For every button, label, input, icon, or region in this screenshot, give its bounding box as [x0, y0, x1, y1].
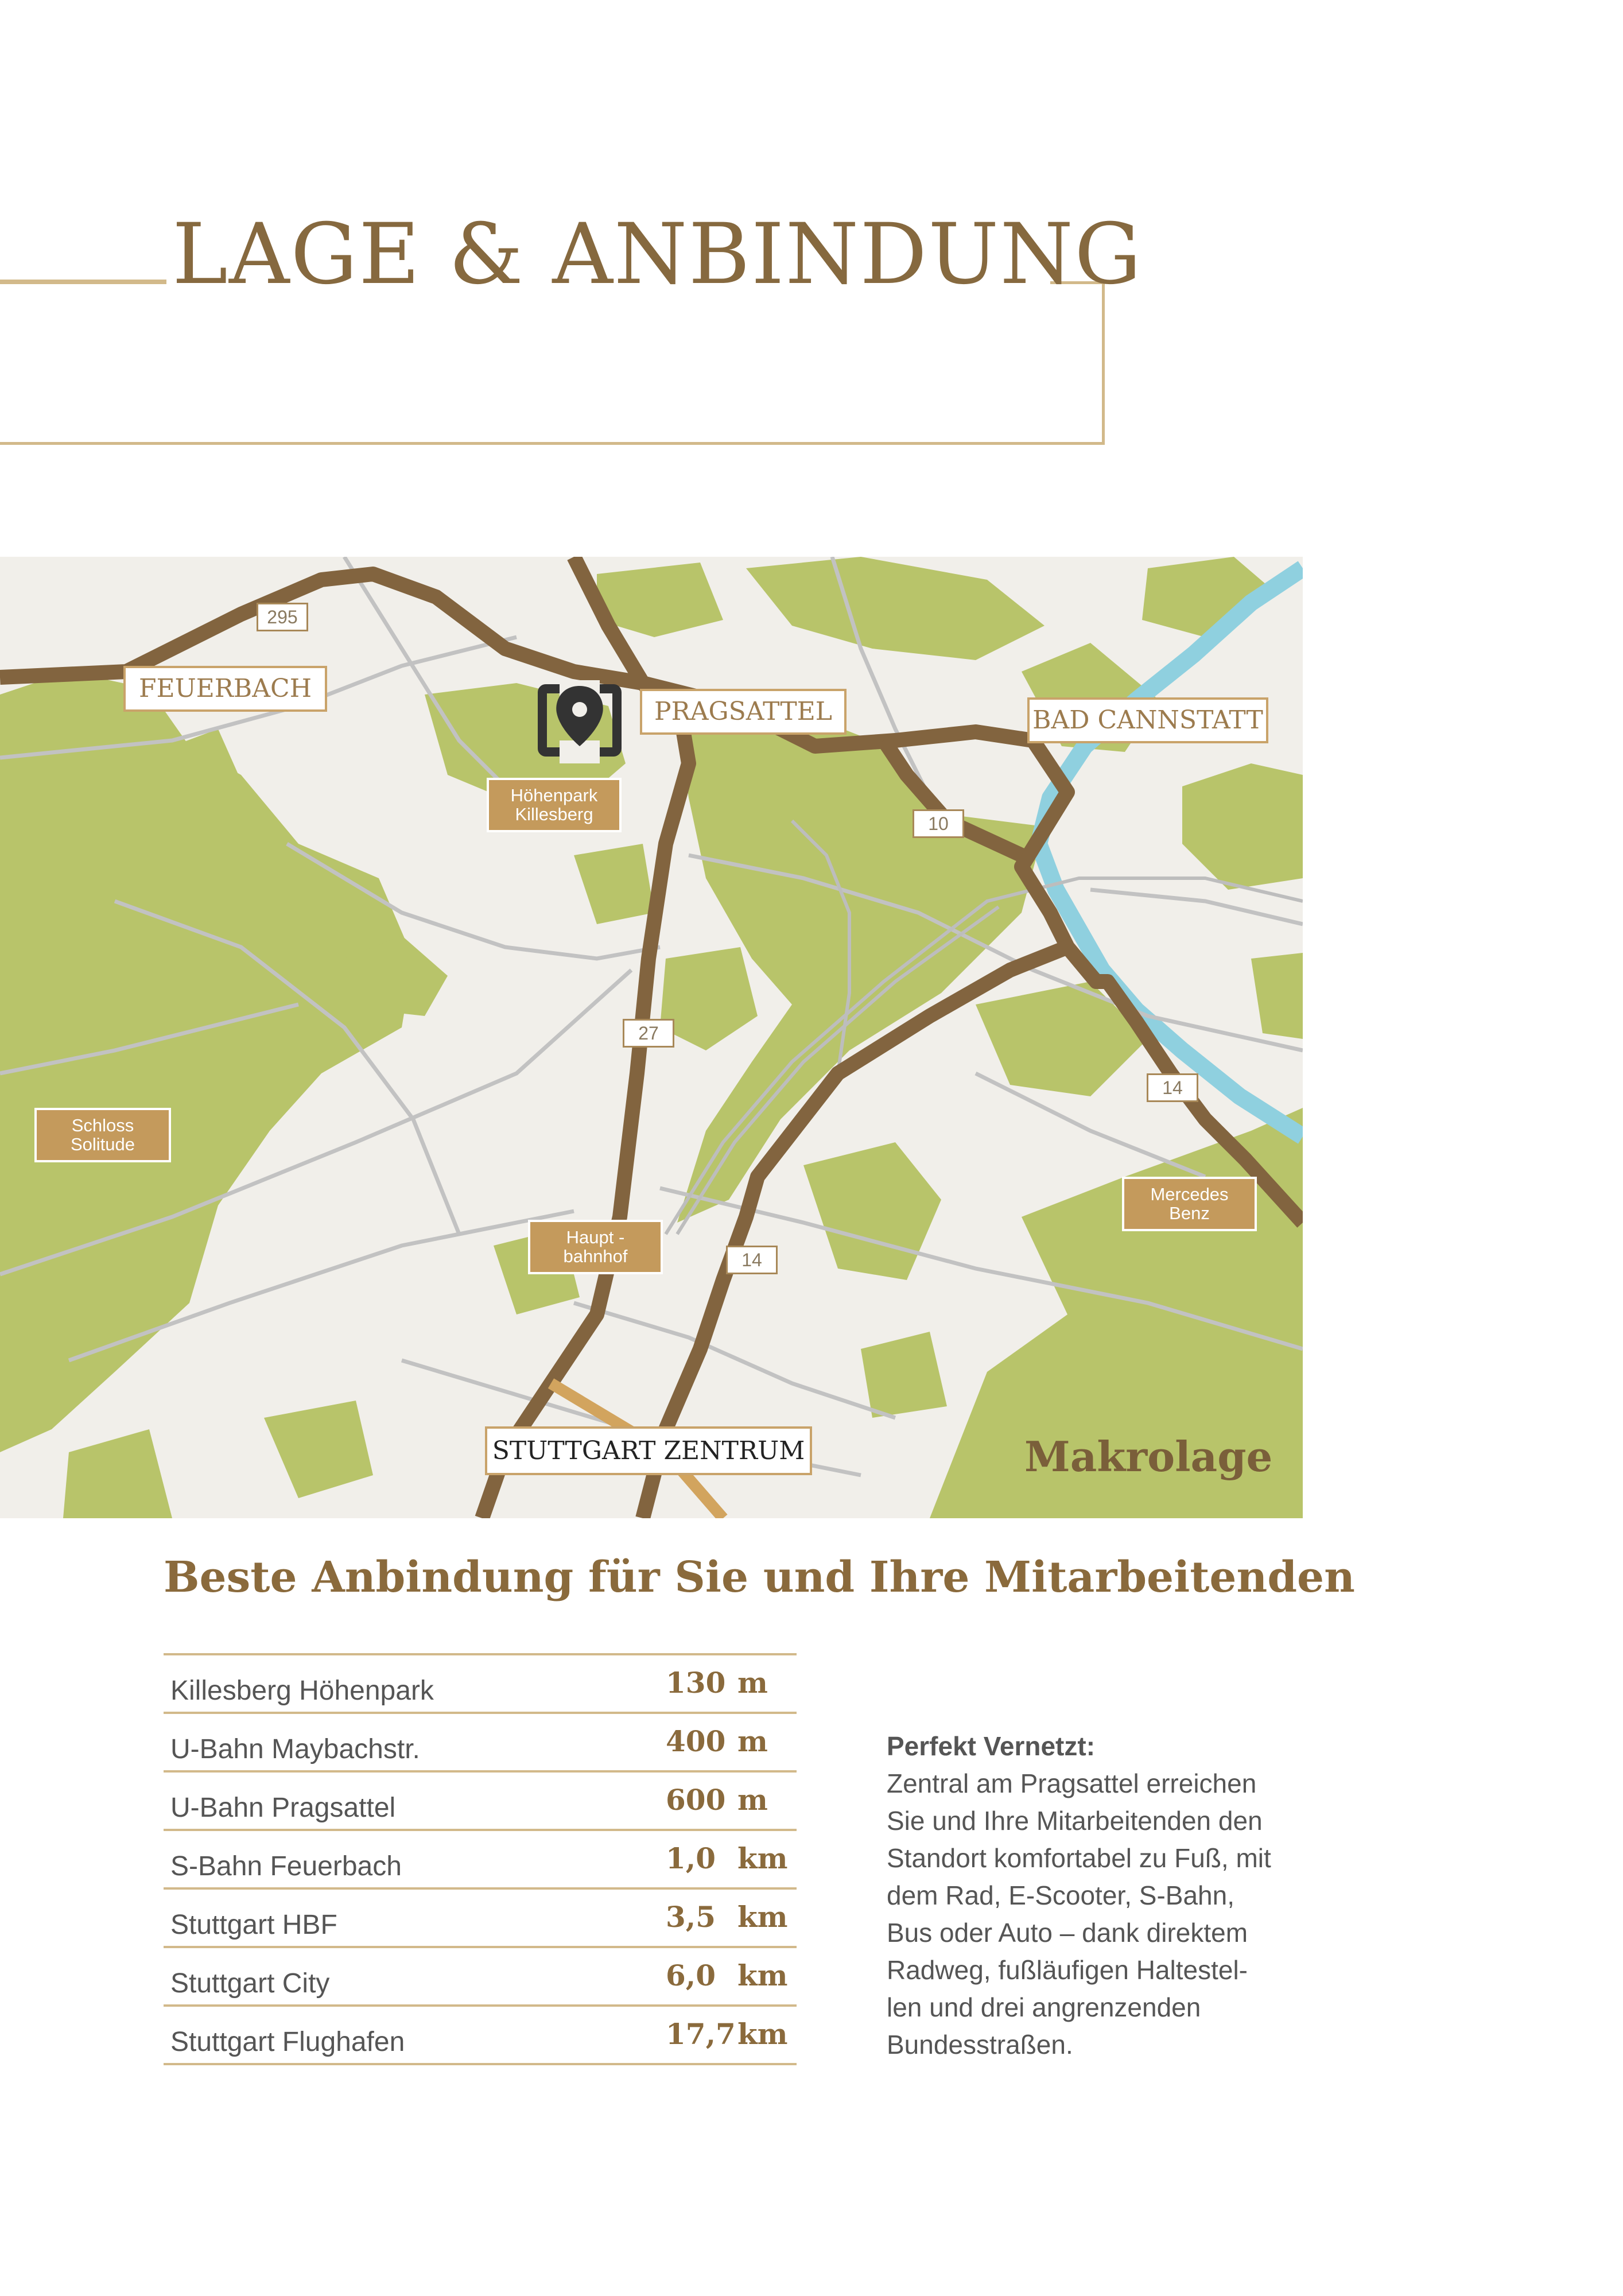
table-row: [164, 1714, 797, 1773]
connectivity-line: Bundesstraßen.: [887, 2030, 1073, 2060]
connectivity-line: dem Rad, E-Scooter, S-Bahn,: [887, 1880, 1234, 1910]
distance-unit: m: [737, 1666, 768, 1700]
distance-place: Killesberg Höhenpark: [170, 1676, 434, 1706]
poi-hoehenpark[interactable]: Höhenpark Killesberg: [487, 778, 622, 832]
place-label-feuerbach[interactable]: FEUERBACH: [123, 666, 327, 712]
place-label-bad-cannstatt[interactable]: BAD CANNSTATT: [1027, 697, 1268, 743]
road-number-14: 14: [1147, 1073, 1198, 1102]
road-number-27: 27: [623, 1019, 674, 1048]
title-rule: [0, 280, 166, 282]
distance-unit: km: [737, 1958, 788, 1992]
distance-unit: m: [737, 1783, 768, 1817]
connectivity-line: len und drei angrenzenden: [887, 1992, 1201, 2022]
poi-hauptbahnhof[interactable]: Haupt - bahnhof: [528, 1220, 663, 1274]
table-row: [164, 1831, 797, 1890]
distance-place: Stuttgart HBF: [170, 1910, 337, 1940]
distance-unit: km: [737, 1900, 788, 1934]
distance-unit: km: [737, 1841, 788, 1875]
connectivity-line: Zentral am Pragsattel erreichen: [887, 1768, 1257, 1798]
road-number-295: 295: [257, 603, 308, 631]
table-row: [164, 1890, 797, 1948]
table-row: [164, 1948, 797, 2007]
distance-value: 17,7: [666, 2017, 736, 2051]
section-headline: Beste Anbindung für Sie und Ihre Mitarbeitenden: [164, 1553, 1355, 1602]
distance-place: U-Bahn Pragsattel: [170, 1793, 396, 1823]
poi-mercedes-benz[interactable]: Mercedes Benz: [1122, 1177, 1257, 1231]
place-label-pragsattel[interactable]: PRAGSATTEL: [640, 689, 847, 735]
table-row: [164, 2007, 797, 2065]
connectivity-heading: Perfekt Vernetzt:: [887, 1731, 1096, 1761]
connectivity-line: Standort komfortabel zu Fuß, mit: [887, 1843, 1271, 1873]
distance-unit: m: [737, 1724, 768, 1758]
table-row: [164, 1655, 797, 1714]
distance-place: U-Bahn Maybachstr.: [170, 1734, 420, 1764]
distance-unit: km: [737, 2017, 788, 2051]
place-label-stuttgart-zentrum[interactable]: STUTTGART ZENTRUM: [485, 1426, 812, 1475]
distance-table: [164, 1653, 797, 2065]
distance-place: Stuttgart City: [170, 1968, 330, 1999]
connectivity-line: Sie und Ihre Mitarbeitenden den: [887, 1806, 1263, 1836]
distance-value: 400: [666, 1724, 726, 1758]
distance-value: 600: [666, 1783, 726, 1817]
road-number-10: 10: [913, 809, 964, 838]
distance-value: 1,0: [666, 1841, 716, 1875]
page-title: LAGE & ANBINDUNG: [172, 205, 1143, 303]
distance-place: S-Bahn Feuerbach: [170, 1851, 402, 1882]
connectivity-line: Bus oder Auto – dank direktem: [887, 1918, 1248, 1948]
road-number-14: 14: [726, 1246, 778, 1274]
distance-value: 3,5: [666, 1900, 716, 1934]
poi-schloss-solitude[interactable]: Schloss Solitude: [34, 1108, 171, 1162]
table-row: [164, 1773, 797, 1831]
map-caption: Makrolage: [1024, 1432, 1273, 1481]
distance-value: 130: [666, 1666, 726, 1700]
distance-place: Stuttgart Flughafen: [170, 2027, 405, 2057]
title-frame: [0, 281, 1105, 445]
connectivity-text: [887, 1728, 1300, 2064]
distance-value: 6,0: [666, 1958, 716, 1992]
map[interactable]: [0, 557, 1303, 1518]
connectivity-line: Radweg, fußläufigen Haltestel-: [887, 1955, 1248, 1985]
